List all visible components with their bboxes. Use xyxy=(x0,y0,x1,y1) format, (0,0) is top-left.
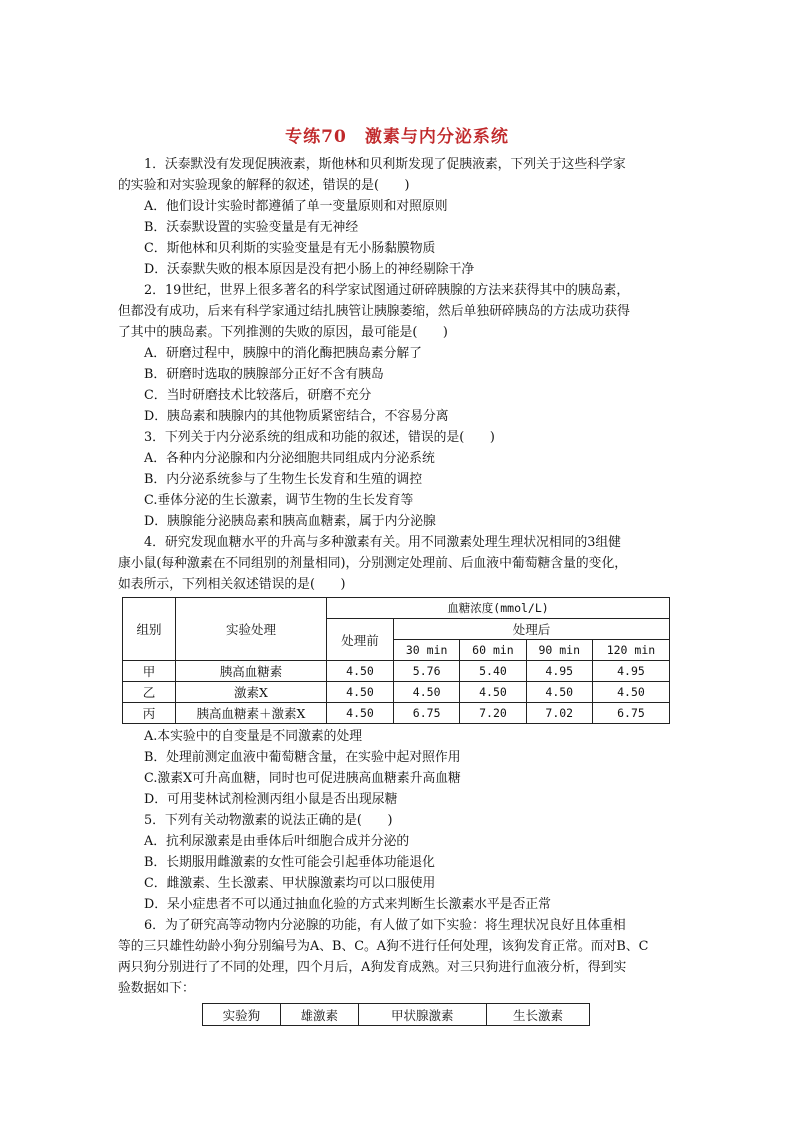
question-stem-line: 2．19世纪，世界上很多著名的科学家试图通过研碎胰腺的方法来获得其中的胰岛素， xyxy=(144,283,630,298)
cell-value: 4.50 xyxy=(327,703,394,724)
header-time: 60 min xyxy=(460,640,526,661)
option-c: C.激素X可升高血糖，同时也可促进胰高血糖素升高血糖 xyxy=(144,771,461,786)
header-after: 处理后 xyxy=(394,619,670,640)
cell-value: 4.95 xyxy=(526,661,592,682)
option-a: A．各种内分泌腺和内分泌细胞共同组成内分泌系统 xyxy=(144,451,435,466)
cell-treatment: 激素X xyxy=(176,682,327,703)
question-stem-line: 两只狗分别进行了不同的处理，四个月后，A狗发育成熟。对三只狗进行血液分析，得到实 xyxy=(118,960,627,975)
option-b: B．内分泌系统参与了生物生长发育和生殖的调控 xyxy=(144,472,423,487)
header-growth-hormone: 生长激素 xyxy=(486,1004,589,1026)
question-content xyxy=(118,154,678,1026)
question-4 xyxy=(118,532,678,810)
cell-value: 7.02 xyxy=(526,703,592,724)
question-stem-line: 5．下列有关动物激素的说法正确的是( ) xyxy=(144,813,393,828)
table-row xyxy=(123,703,670,724)
option-d: D．胰岛素和胰腺内的其他物质紧密结合，不容易分离 xyxy=(144,409,449,424)
question-stem-line: 等的三只雄性幼龄小狗分别编号为A、B、C。A狗不进行任何处理，该狗发育正常。而对B、C xyxy=(118,939,649,954)
header-treatment: 实验处理 xyxy=(176,598,327,661)
option-d: D．呆小症患者不可以通过抽血化验的方式来判断生长激素水平是否正常 xyxy=(144,897,551,912)
cell-value: 5.76 xyxy=(394,661,460,682)
question-5 xyxy=(118,810,678,915)
header-time: 90 min xyxy=(526,640,592,661)
question-stem-line: 如表所示，下列相关叙述错误的是( ) xyxy=(118,577,346,592)
question-stem-line: 验数据如下： xyxy=(118,981,195,996)
table-row xyxy=(123,661,670,682)
header-group: 组别 xyxy=(123,598,176,661)
cell-value: 7.20 xyxy=(460,703,526,724)
header-before: 处理前 xyxy=(327,619,394,661)
cell-value: 6.75 xyxy=(394,703,460,724)
option-c: C．斯他林和贝利斯的实验变量是有无小肠黏膜物质 xyxy=(144,241,436,256)
option-b: B．长期服用雌激素的女性可能会引起垂体功能退化 xyxy=(144,855,435,870)
option-d: D．沃泰默失败的根本原因是没有把小肠上的神经剔除干净 xyxy=(144,262,475,277)
cell-value: 4.50 xyxy=(327,682,394,703)
option-d: D．胰腺能分泌胰岛素和胰高血糖素，属于内分泌腺 xyxy=(144,514,436,529)
question-stem-line: 但都没有成功，后来有科学家通过结扎胰管让胰腺萎缩，然后单独研碎胰岛的方法成功获得 xyxy=(118,304,630,319)
option-a: A.本实验中的自变量是不同激素的处理 xyxy=(144,729,363,744)
page-title: 专练70 激素与内分泌系统 xyxy=(285,127,509,147)
header-time: 120 min xyxy=(592,640,669,661)
question-3 xyxy=(118,427,678,532)
option-b: B．处理前测定血液中葡萄糖含量，在实验中起对照作用 xyxy=(144,750,461,765)
question-stem-line: 6．为了研究高等动物内分泌腺的功能，有人做了如下实验：将生理状况良好且体重相 xyxy=(144,918,626,933)
header-concentration: 血糖浓度(mmol/L) xyxy=(327,598,670,619)
option-a: A．他们设计实验时都遵循了单一变量原则和对照原则 xyxy=(144,199,448,214)
cell-value: 4.50 xyxy=(394,682,460,703)
header-androgen: 雄激素 xyxy=(280,1004,358,1026)
option-d: D．可用斐林试剂检测丙组小鼠是否出现尿糖 xyxy=(144,792,398,807)
option-c: C.垂体分泌的生长激素，调节生物的生长发育等 xyxy=(144,493,414,508)
blood-glucose-table xyxy=(122,597,670,724)
cell-value: 4.95 xyxy=(592,661,669,682)
cell-value: 5.40 xyxy=(460,661,526,682)
option-c: C．雌激素、生长激素、甲状腺激素均可以口服使用 xyxy=(144,876,436,891)
option-a: A．研磨过程中，胰腺中的消化酶把胰岛素分解了 xyxy=(144,346,422,361)
cell-treatment: 胰高血糖素＋激素X xyxy=(176,703,327,724)
option-b: B．研磨时选取的胰腺部分正好不含有胰岛 xyxy=(144,367,384,382)
option-c: C．当时研磨技术比较落后，研磨不充分 xyxy=(144,388,372,403)
option-a: A．抗利尿激素是由垂体后叶细胞合成并分泌的 xyxy=(144,834,410,849)
question-stem-line: 的实验和对实验现象的解释的叙述，错误的是( ) xyxy=(118,178,410,193)
cell-group: 甲 xyxy=(123,661,176,682)
cell-value: 4.50 xyxy=(526,682,592,703)
question-1 xyxy=(118,154,678,280)
option-b: B．沃泰默设置的实验变量是有无神经 xyxy=(144,220,359,235)
cell-value: 4.50 xyxy=(592,682,669,703)
header-time: 30 min xyxy=(394,640,460,661)
question-stem-line: 1．沃泰默没有发现促胰液素，斯他林和贝利斯发现了促胰液素，下列关于这些科学家 xyxy=(144,157,626,172)
question-stem-line: 3．下列关于内分泌系统的组成和功能的叙述，错误的是( ) xyxy=(144,430,495,445)
table-row xyxy=(123,682,670,703)
question-stem-line: 4．研究发现血糖水平的升高与多种激素有关。用不同激素处理生理状况相同的3组健 xyxy=(144,535,621,550)
question-6 xyxy=(118,915,678,1026)
question-stem-line: 了其中的胰岛素。下列推测的失败的原因，最可能是( ) xyxy=(118,325,448,340)
header-dog: 实验狗 xyxy=(203,1004,281,1026)
cell-value: 6.75 xyxy=(592,703,669,724)
dog-hormone-table xyxy=(202,1003,590,1026)
cell-group: 乙 xyxy=(123,682,176,703)
cell-value: 4.50 xyxy=(460,682,526,703)
cell-group: 丙 xyxy=(123,703,176,724)
header-thyroid-hormone: 甲状腺激素 xyxy=(358,1004,486,1026)
cell-treatment: 胰高血糖素 xyxy=(176,661,327,682)
question-stem-line: 康小鼠(每种激素在不同组别的剂量相同)，分别测定处理前、后血液中葡萄糖含量的变化， xyxy=(118,556,628,571)
question-2 xyxy=(118,280,678,427)
cell-value: 4.50 xyxy=(327,661,394,682)
